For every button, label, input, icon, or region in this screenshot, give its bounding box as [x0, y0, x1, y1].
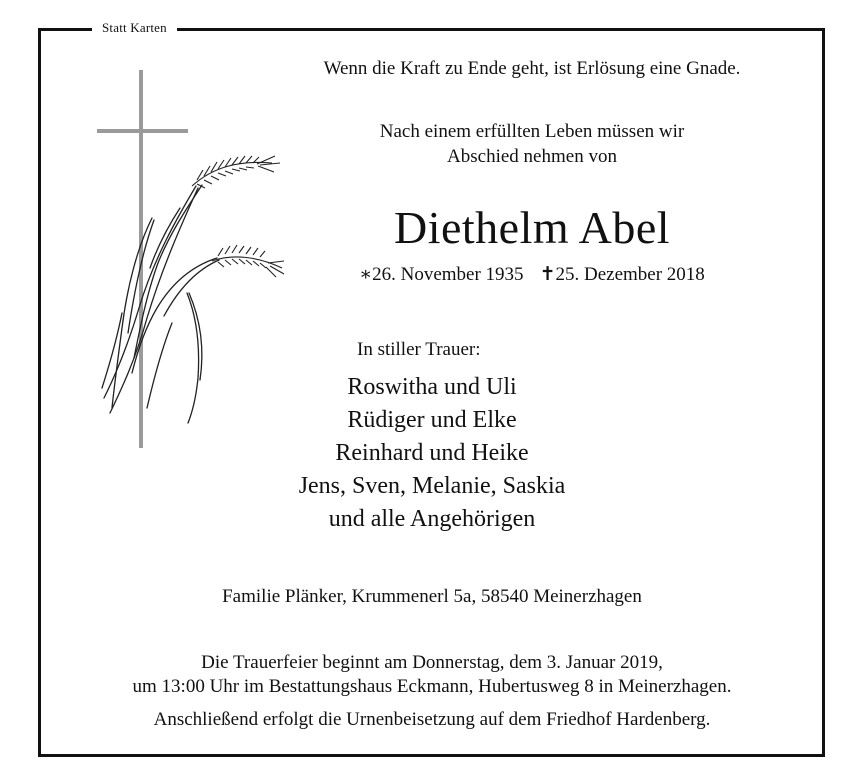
deceased-name: Diethelm Abel: [393, 202, 671, 253]
mourning-label: In stiller Trauer:: [357, 339, 481, 360]
header-label: Statt Karten: [92, 19, 177, 37]
ceremony-line-1: Die Trauerfeier beginnt am Donnerstag, dem 3. Januar 2019,: [201, 652, 663, 673]
motto-text: Wenn die Kraft zu Ende geht, ist Erlösung eine Gnade.: [323, 58, 741, 79]
mourner-item: Rüdiger und Elke: [347, 407, 517, 433]
intro-line-1: Nach einem erfüllten Leben müssen wir: [379, 121, 685, 142]
intro-line-2: Abschied nehmen von: [447, 146, 617, 167]
mourner-item: Roswitha und Uli: [347, 374, 517, 400]
mourner-item: Reinhard und Heike: [335, 440, 529, 466]
mourners-list: [0, 371, 864, 536]
ceremony-line-3: Anschließend erfolgt die Urnenbeisetzung auf dem Friedhof Hardenberg.: [153, 709, 711, 730]
mourner-item: und alle Angehörigen: [328, 506, 536, 532]
family-address: Familie Plänker, Krummenerl 5a, 58540 Meinerzhagen: [222, 586, 642, 607]
ceremony-line-2: um 13:00 Uhr im Bestattungshaus Eckmann, Hubertusweg 8 in Meinerzhagen.: [132, 676, 732, 697]
birth-date: ∗26. November 1935: [359, 264, 524, 285]
mourner-item: Jens, Sven, Melanie, Saskia: [298, 473, 566, 499]
life-dates: [100, 263, 864, 286]
death-date: ✝25. Dezember 2018: [539, 264, 705, 285]
